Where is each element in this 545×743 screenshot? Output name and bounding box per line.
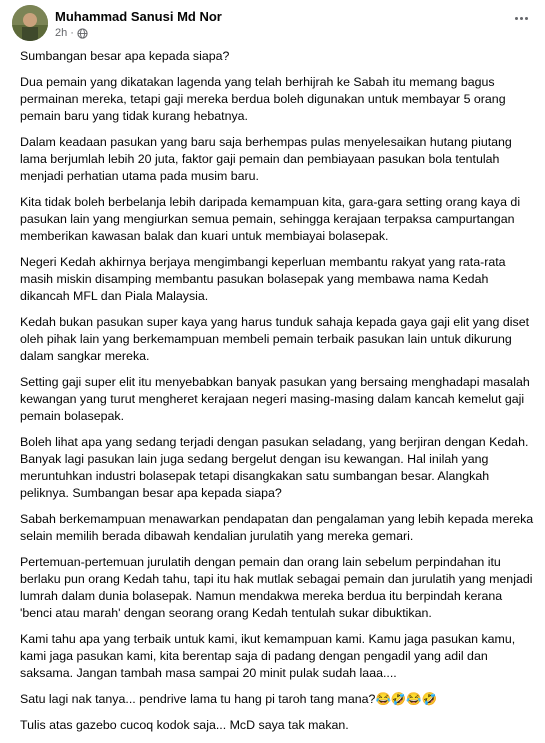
meta-separator: · [70,27,74,39]
post-time[interactable]: 2h [55,27,68,39]
question-text: Satu lagi nak tanya... pendrive lama tu hang pi taroh tang mana? [20,692,376,706]
laughing-emojis: 😂🤣😂🤣 [375,692,438,706]
post-meta [55,27,88,39]
post-paragraph: Boleh lihat apa yang sedang terjadi dengan pasukan seladang, yang berjiran dengan Kedah. Banyak lagi pasukan lain juga sedang bergelut dengan isu kewangan. Hal inilah yang meruntuhkan industri bolasepak tetapi disangkakan satu sumbangan besar. Alangkah peliknya. Sumbangan besar apa kepada siapa? [20,435,529,500]
post-body [20,48,535,743]
post-paragraph: Setting gaji super elit itu menyebabkan banyak pasukan yang bersaing menghadapi masalah kewangan yang turut mengheret kerajaan negeri masing-masing dalam kancah kemelut gaji pemain bolasepak. [20,375,530,423]
post-header [0,0,545,44]
post-paragraph-question [20,691,535,708]
post-paragraph: Tulis atas gazebo cucoq kodok saja... McD saya tak makan. [20,718,349,732]
globe-icon[interactable] [77,28,88,39]
post-paragraph: Dalam keadaan pasukan yang baru saja berhempas pulas menyelesaikan hutang piutang lama berjumlah lebih 20 juta, faktor gaji pemain dan pembiayaan pasukan bola tentulah menjadi perhatian utama pada musim baru. [20,135,512,183]
avatar-image [12,5,48,41]
post-paragraph: Pertemuan-pertemuan jurulatih dengan pemain dan orang lain sebelum perpindahan itu berlaku pun orang Kedah tahu, tapi itu hak mutlak sebagai pemain dan jurulatih yang menjadi lumrah dalam dunia bolasepak. Namun mendakwa mereka berdua itu berpindah kerana 'benci atau marah' dengan seorang orang Kedah tentulah sukar dibuktikan. [20,555,533,620]
post-paragraph: Sumbangan besar apa kepada siapa? [20,49,230,63]
post-paragraph: Kami tahu apa yang terbaik untuk kami, ikut kemampuan kami. Kamu jaga pasukan kamu, kami jaga pasukan kami, kita berentap saja di padang dengan pengadil yang adil dan saksama. Jangan tambah masa sampai 20 minit pulak sudah laaa.... [20,632,516,680]
post-paragraph: Dua pemain yang dikatakan lagenda yang telah berhijrah ke Sabah itu memang bagus permainan mereka, tetapi gaji mereka berdua boleh digunakan untuk membayar 5 orang pemain baru yang tidak kurang hebatnya. [20,75,506,123]
post-paragraph: Kita tidak boleh berbelanja lebih daripada kemampuan kita, gara-gara setting orang kaya di pasukan lain yang mengiurkan semua pemain, sehingga kerajaan terpaksa campurtangan memberikan kawasan balak dan kuari untuk membiayai bolasepak. [20,195,521,243]
post-paragraph: Kedah bukan pasukan super kaya yang harus tunduk sahaja kepada gaya gaji elit yang diset oleh pihak lain yang berkemampuan membeli pemain terbaik pasukan lain untuk dikurung dalam sangkar mereka. [20,315,530,363]
author-name[interactable]: Muhammad Sanusi Md Nor [55,9,222,24]
post-paragraph: Sabah berkemampuan menawarkan pendapatan dan pengalaman yang lebih kepada mereka selain memilih berada dibawah kendalian jurulatih yang mereka gemari. [20,512,534,543]
post-paragraph: Negeri Kedah akhirnya berjaya mengimbangi keperluan membantu rakyat yang rata-rata masih miskin disamping membantu pasukan bolasepak yang membawa nama Kedah dikancah MFL dan Piala Malaysia. [20,255,506,303]
more-options-icon[interactable] [511,10,531,26]
author-avatar[interactable] [12,5,48,41]
